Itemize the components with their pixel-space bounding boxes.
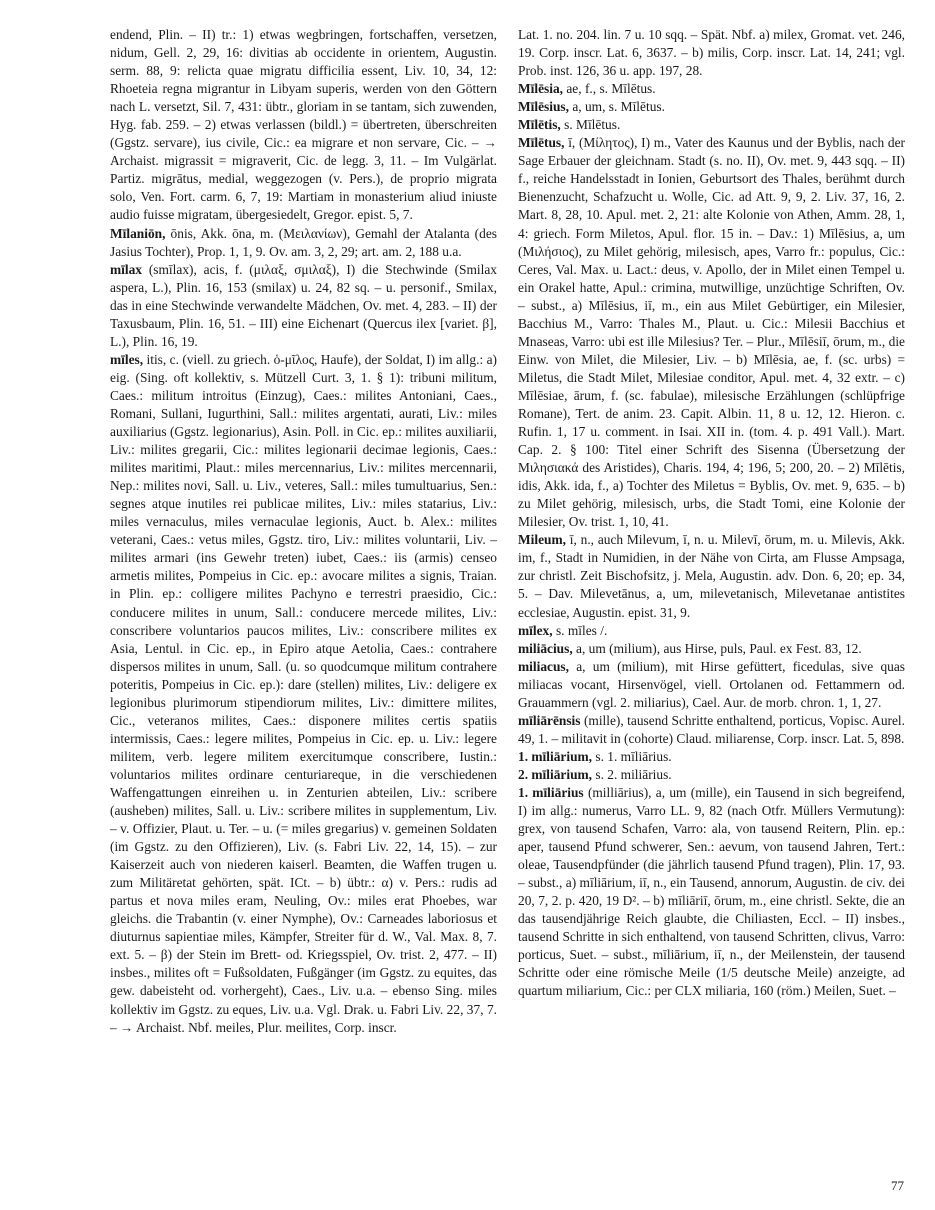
entry-lemma: 1. mīliārius bbox=[518, 784, 584, 800]
entry bbox=[518, 98, 905, 116]
entry-text: a, um, s. Mīlētus. bbox=[572, 99, 665, 115]
entry bbox=[518, 640, 905, 658]
entry-lemma: Mīlēsius, bbox=[518, 99, 569, 115]
entry bbox=[518, 766, 905, 784]
entry-lemma: miliacus, bbox=[518, 658, 569, 674]
entry-text: s. mīles /. bbox=[555, 622, 608, 638]
entry-text: ae, f., s. Mīlētus. bbox=[566, 81, 656, 97]
entry-lemma: mīles, bbox=[110, 351, 144, 367]
entry-lemma: Mīlētis, bbox=[518, 117, 561, 133]
entry-text: endend, Plin. – II) tr.: 1) etwas wegbringen, fortschaffen, versetzen, nidum, Gell. 2, 29, 16: divitias ab occidente in orientem, Augustin. serm. 88, 9: relicta quae migratu difficilia essent, Liv. 10, 34, 12: Rhoeteia regna migrantur in Libyam superis, werden von den Göttern nach L. versetzt, Sil. 7, 431: übtr., gloriam in se tantam, sich zuwenden, Hyg. fab. 259. – 2) etwas verlassen (bildl.) = übertreten, überschreiten (Ggstz. servare), ius civile, Cic.: ea migrare et non servare, Cic. – → Archaist. migrassit = migraverit, Cic. de legg. 3, 11. – Im Vulgärlat. Partiz. migrātus, medial, weggezogen (v. Pers.), de proprio migrata solo, Ven. Fort. carm. 6, 7, 19: Martiam in monasterium aliud iniuste audio fuisse migratam, übergesiedelt, Gregor. epist. 5, 7. bbox=[110, 27, 497, 223]
entry-text: (mille), tausend Schritte enthaltend, porticus, Vopisc. Aurel. 49, 1. – militavit in (cohorte) Claud. miliarense, Corp. inscr. Lat. 5, 898. bbox=[518, 712, 905, 746]
entry-lemma: Mīlēsia, bbox=[518, 81, 563, 97]
entry bbox=[110, 225, 497, 261]
entry bbox=[110, 26, 497, 225]
entry bbox=[518, 531, 905, 621]
entry-lemma: mīlax bbox=[110, 261, 142, 277]
entry-lemma: Mileum, bbox=[518, 532, 566, 548]
entry bbox=[518, 748, 905, 766]
entry-lemma: mīliārēnsis bbox=[518, 712, 581, 728]
entry-lemma: Mīlaniōn, bbox=[110, 225, 166, 241]
page-number: 77 bbox=[891, 1178, 904, 1193]
entry bbox=[518, 134, 905, 531]
entry-lemma: mīlex, bbox=[518, 622, 553, 638]
entry-text: itis, c. (viell. zu griech. ὁ-μῖλος, Haufe), der Soldat, I) im allg.: a) eig. (Sing. oft kollektiv, s. Mützell Curt. 3, 1. § 1): tribuni militum, Caes.: militum introitus (Einzug), Caes.: milites Antoniani, Caes., Romani, Sullani, Iugurthini, Sall.: milites argentati, aurati, Liv.: miles auxiliarius (Ggstz. legionarius), Asin. Poll. in Cic. ep.: milites auxiliarii, Liv.: milites gregarii, Cic.: milites legionarii decimae legionis, Caes.: milites maritimi, Plaut.: miles mercennarius, Liv.: milites mercennarii, Nep.: milites novi, Sall. u. Liv., veteres, Sall.: miles tumultuarius, Sen.: segnes atque inutiles rei publicae milites, Liv.: miles statarius, Liv.: miles vernaculus, miles vernaculae legionis, Auct. b. Alex.: milites veterani, Caes.: vetus miles, Ggstz. tiro, Liv.: milites voluntarii, Liv. – milites armari (ins Gewehr treten) iubet, Caes.: iis (armis) censeo armetis milites, Pompeius in Cic. ep.: avocare milites a signis, Traian. in Plin. ep.: colligere milites Pachyno e terrestri praesidio, Cic.: conducere milites in unum, Sall.: conducere mercede milites, Liv.: conscribere voluntarios paucos milites, Liv.: conscribere milites ex Asia, Lentul. in Cic. ep., in Epiro atque Aetolia, Caes.: contrahere dispersos milites in unum, Sall. (u. so quodcumque militum contrahere poteritis, Pompeius in Cic. ep.): dare (stellen) milites, Liv.: deligere ex legionibus plurimorum stipendiorum milites, Liv.: dimittere milites, Cic., veteranos milites, Caes.: disponere milites certis spatiis intermissis, Caes.: legere milites, Pompeius in Cic. ep. u. Liv.: legere militem, verb. legere militem exercitumque conscribere, Iustin.: voluntarios milites ordinare centuriareque, in die verschiedenen Waffengattungen einreihen u. in Zenturien abteilen, Liv.: scribere (ausheben) milites, Sall. u. Liv.: scribere milites in supplementum, Liv. – v. Offizier, Plaut. u. Ter. – u. (= miles gregarius) v. gemeinen Soldaten (im Ggstz. zu den Offizieren), Liv. (s. Fabri Liv. 22, 14, 15). – zur Kaiserzeit auch von niederen kaiserl. Beamten, die Waffen trugen u. zum Militäretat gehörten, spät. ICt. – b) übtr.: α) v. Pers.: rudis ad partus et nova miles eram, Neuling, Ov.: miles erat Phoebes, war gleichs. die Trabantin (v. einer Nymphe), Ov.: Carneades laboriosus et diuturnus sapientiae miles, Kämpfer, Streiter für d. W., Val. Max. 8, 7. ext. 5. – β) der Stein im Brett- od. Kriegsspiel, Ov. trist. 2, 477. – II) insbes., milites oft = Fußsoldaten, Fußgänger (im Ggstz. zu equites, das gew. dabeisteht od. vorhergeht), Caes., Liv. u.a. – ebenso Sing. miles kollektiv im Ggstz. zu eques, Liv. u.a. Vgl. Drak. u. Fabri Liv. 22, 37, 7. – → Archaist. Nbf. meiles, Plur. meilites, Corp. inscr. bbox=[110, 351, 497, 1035]
entry-text: s. 1. mīliārius. bbox=[595, 748, 672, 764]
entry-text: ōnis, Akk. ōna, m. (Μειλανίων), Gemahl der Atalanta (des Jasius Tochter), Prop. 1, 1, 9. Ov. am. 3, 2, 29; art. am. 2, 188 u.a. bbox=[110, 225, 497, 259]
entry-lemma: 2. mīliārium, bbox=[518, 766, 593, 782]
entry-text: ī, n., auch Milevum, ī, n. u. Milevī, ōrum, m. u. Milevis, Akk. im, f., Stadt in Numidien, in der Nähe von Cirta, am Flusse Ampsaga, zur christl. Zeit Bischofsitz, j. Mela, Augustin. adv. Don. 6, 20; ep. 34, 5. – Dav. Milevetānus, a, um, milevetanisch, Milevetanae antistites ecclesiae, Augustin. epist. 31, 9. bbox=[518, 532, 905, 620]
left-column bbox=[110, 26, 497, 1037]
entry bbox=[518, 712, 905, 748]
entry-text: (smīlax), acis, f. (μιλαξ, σμιλαξ), I) die Stechwinde (Smilax aspera, L.), Plin. 16, 153 (smilax) u. 24, 82 sq. – u. personif., Smilax, das in eine Stechwinde verwandelte Mädchen, Ov. met. 4, 283. – II) der Taxusbaum, Plin. 16, 51. – III) eine Eichenart (Quercus ilex [variet. β], L.), Plin. 16, 19. bbox=[110, 261, 497, 349]
entry-lemma: miliācius, bbox=[518, 640, 573, 656]
entry-text: (milliārius), a, um (mille), ein Tausend in sich begreifend, I) im allg.: numerus, Varro LL. 9, 82 (nach Otfr. Müllers Vermutung): grex, von tausend Schafen, Varro: ala, von tausend Reitern, Plin. ep.: aper, tausend Pfund schwerer, Sen.: aevum, von tausend Jahren, Tert.: oleae, Tausendpfünder (die jährlich tausend Pfund tragen), Plin. 17, 93. – subst., a) mīliārium, iī, n., ein Tausend, annorum, Augustin. de civ. dei 20, 7, 2. p. 420, 19 D². – b) mīliāriī, ōrum, m., eine christl. Sekte, die an das tausendjährige Reich glaubte, die Chiliasten, Eccl. – II) insbes., tausend Schritte in sich enthaltend, von tausend Schritten, clivus, Varro: porticus, Suet. – subst., mīliārium, iī, n., der Meilenstein, der tausend Schritte oder eine römische Meile (1/5 deutsche Meile) anzeigte, ad quartum miliarium, Cic.: per CLX miliaria, 160 (röm.) Meilen, Suet. – bbox=[518, 784, 905, 999]
entry-text: ī, (Μίλητος), I) m., Vater des Kaunus und der Byblis, nach der Sage Erbauer der gleichnam. Stadt (s. no. II), Ov. met. 9, 443 sqq. – II) f., reiche Handelsstadt in Ionien, Geburtsort des Thales, berühmt durch Bienenzucht, Schafzucht u. Wolle, Cic. ad Att. 9, 9, 2. Liv. 37, 16, 2. Mart. 8, 28, 10. Apul. met. 2, 21: alte Kolonie von Athen, Amm. 28, 1, 4: griech. Form Miletos, Apul. flor. 15 in. – Dav.: 1) Mīlēsius, a, um (Μιλήσιος), zu Milet gehörig, milesisch, apes, Varro fr.: populus, Cic.: Ceres, Val. Max. u. Lact.: deus, v. Apollo, der in Milet einen Tempel u. ein Orakel hatte, Apul.: crimina, mutwillige, unzüchtige Schriften, Ov. – subst., a) Mīlēsius, iī, m., ein aus Milet Gebürtiger, ein Milesier, Bacchius M., Varro: Thales M., Plaut. u. Cic.: Milesii Bacchius et Mnaseas, Varro: ubi est ille Milesius? Ter. – Plur., Mīlēsiī, ōrum, m., die Einw. von Milet, die Milesier, Liv. – b) Mīlēsia, ae, f. (sc. urbs) = Miletus, die Stadt Milet, Milesiae conditor, Apul. met. 4, 32 extr. – c) Mīlēsiae, ārum, f. (sc. fabulae), milesische Erzählungen (schlüpfrige Romane), Tert. de anim. 23. Capit. Albin. 11, 8 u. 12, 12. Hieron. c. Rufin. 1, 17 u. comment. in Isai. XII in. (tom. 4. p. 491 Vall.). Mart. Cap. 2. § 100: Titel einer Schrift des Sisenna (Übersetzung der Μιλησιακά des Aristides), Charis. 194, 4; 196, 5; 200, 20. – 2) Mīlētis, idis, Akk. ida, f., a) Tochter des Miletus = Byblis, Ov. met. 9, 635. – b) zu Milet gehörig, milesisch, urbs, die Stadt Tomi, eine Kolonie der Milesier, Ov. trist. 1, 10, 41. bbox=[518, 135, 905, 530]
entry-lemma: Mīlētus, bbox=[518, 135, 565, 151]
entry-lemma: 1. mīliārium, bbox=[518, 748, 593, 764]
entry-text: s. 2. miliārius. bbox=[595, 766, 672, 782]
entry-text: Lat. 1. no. 204. lin. 7 u. 10 sqq. – Spät. Nbf. a) milex, Gromat. vet. 246, 19. Corp. inscr. Lat. 6, 3637. – b) milis, Corp. inscr. Lat. 14, 241; vgl. Prob. inst. 126, 36 u. app. 197, 28. bbox=[518, 27, 905, 79]
entry bbox=[518, 116, 905, 134]
entry bbox=[110, 351, 497, 1037]
entry bbox=[518, 26, 905, 80]
entry bbox=[110, 261, 497, 351]
entry bbox=[518, 784, 905, 1001]
entry bbox=[518, 80, 905, 98]
entry bbox=[518, 658, 905, 712]
entry-text: a, um (milium), aus Hirse, puls, Paul. ex Fest. 83, 12. bbox=[576, 640, 862, 656]
entry-text: s. Mīlētus. bbox=[564, 117, 621, 133]
right-column bbox=[518, 26, 905, 1001]
entry-text: a, um (milium), mit Hirse gefüttert, ficedulas, sive quas miliacas vocant, Hirsenvögel, viell. Ortolanen od. Fettammern od. Grauammern (vgl. 2. miliarius), Cael. Aur. de morb. chron. 1, 1, 27. bbox=[518, 658, 905, 710]
entry bbox=[518, 622, 905, 640]
